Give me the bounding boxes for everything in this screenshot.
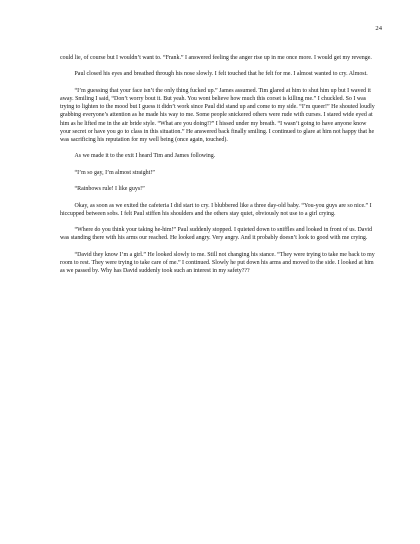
paragraph: As we made it to the exit I heard Tim and James following. bbox=[74, 153, 216, 160]
paragraph: “Where do you think your taking he-him!” Paul suddenly stopped. I quieted down to sniffles and looked in front of us. David was standing there with his arms our reached. He looked angry. Very angry. And it probably doesn’t look to good with me crying. bbox=[60, 227, 373, 242]
paragraph: could lie, of course but I wouldn’t want to. “Frank.” I answered feeling the anger rise up in me once more. I would get my revenge. bbox=[60, 55, 372, 61]
body-text bbox=[60, 54, 378, 284]
paragraph: Paul closed his eyes and breathed through his nose slowly. I felt touched that he felt for me. I almost wanted to cry. Almost. bbox=[74, 71, 368, 78]
paragraph: “Rainbows rule! I like guys!” bbox=[74, 186, 145, 193]
paragraph: “I’m so gay, I’m almost straight!” bbox=[74, 169, 155, 176]
paragraph: “I’m guessing that your face isn’t the only thing fucked up.” James assumed. Tim glared at him to shut him up but I waved it away. Smiling I said, “Don’t worry bout it. But yeah. You wont believe how much this corset is killing me.” I chuckled. So I was trying to lighten to the mood but I guess it didn’t work since Paul did stand up and come to my side. “I’m queer!” He shouted loudly grabbing everyone’s attention as he made his way to me. Some people snickered others were rude with curses. I stared wide eyed at him as he lifted me in the air bride style. “What are you doing!?” I hissed under my breath. “I wasn’t going to have anyone know your secret or have you go to class in this situation.” He answered back finally smiling. I continued to glare at him not happy that he was sacrificing his reputation for my well being (once again, touched). bbox=[60, 87, 375, 143]
page-number: 24 bbox=[375, 25, 382, 32]
paragraph: “David they know I’m a girl.” He looked slowly to me. Still not changing his stance. “They were trying to take me back to my room to rest. They were trying to take care of me.” I continued. Slowly he put down his arms and moved to the side. I looked at him as we passed by. Why has David suddenly took such an interest in my safety??? bbox=[60, 251, 375, 275]
paragraph: Okay, as soon as we exited the cafeteria I did start to cry. I blubbered like a three day-old baby. “You-you guys are so nice.” I hiccupped between sobs. I felt Paul stiffen his shoulders and the others stay quiet, obviously not use to a girl crying. bbox=[60, 202, 372, 217]
